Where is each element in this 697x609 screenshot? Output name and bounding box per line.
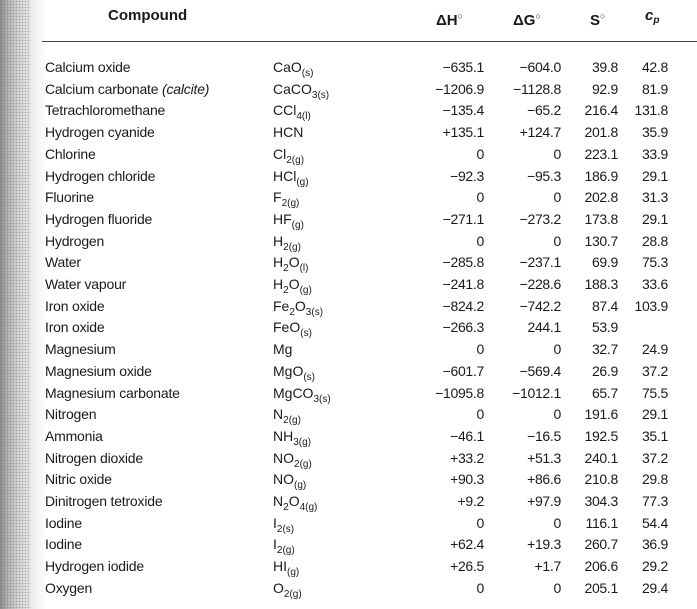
compound-name: Hydrogen fluoride xyxy=(45,210,153,227)
gibbs-value: −228.6 xyxy=(519,276,561,292)
table-row xyxy=(0,448,697,470)
table-row xyxy=(0,166,697,188)
table-row xyxy=(0,534,697,556)
gibbs-value: −1012.1 xyxy=(512,384,561,401)
table-row xyxy=(0,57,697,79)
table-row xyxy=(0,231,697,253)
compound-formula: $Fe_2O_{3(s)}$ xyxy=(273,297,324,318)
table-row xyxy=(0,79,697,101)
entropy-value: 240.1 xyxy=(584,449,618,466)
entropy-value: 32.7 xyxy=(591,341,618,358)
table-row xyxy=(0,556,697,578)
entropy-value: 87.4 xyxy=(591,297,618,314)
compound-name: Nitric oxide xyxy=(45,471,112,488)
entropy-value: 304.3 xyxy=(584,493,618,509)
compound-name: Hydrogen xyxy=(45,232,105,249)
entropy-value: 173.8 xyxy=(584,210,618,227)
table-row xyxy=(0,513,697,535)
gibbs-value: −95.3 xyxy=(527,167,561,184)
gibbs-value: +97.9 xyxy=(527,493,561,509)
gibbs-value: −16.5 xyxy=(527,427,561,444)
heat-capacity-value: 35.1 xyxy=(641,427,668,444)
entropy-value: 39.8 xyxy=(591,59,618,75)
heat-capacity-value: 35.9 xyxy=(641,124,668,141)
enthalpy-value: −46.1 xyxy=(450,427,484,444)
table-row xyxy=(0,578,697,600)
enthalpy-value: +135.1 xyxy=(442,124,484,141)
compound-name: Nitrogen dioxide xyxy=(45,449,143,466)
table-row xyxy=(0,252,697,274)
table-row xyxy=(0,187,697,209)
compound-formula: Mg xyxy=(273,341,293,358)
gibbs-value: +124.7 xyxy=(519,124,561,141)
compound-formula: HCN xyxy=(273,124,304,141)
heat-capacity-value: 81.9 xyxy=(641,80,668,97)
compound-name: Dinitrogen tetroxide xyxy=(45,493,163,509)
entropy-value: 92.9 xyxy=(591,80,618,97)
compound-name: Magnesium xyxy=(45,341,116,358)
table-row xyxy=(0,491,697,513)
table-row xyxy=(0,317,697,339)
compound-name: Oxygen xyxy=(45,579,93,596)
compound-formula: $I_{2(s)}$ xyxy=(273,514,295,535)
enthalpy-value: 0 xyxy=(476,514,484,531)
compound-name: Magnesium oxide xyxy=(45,362,152,379)
heat-capacity-value: 103.9 xyxy=(634,297,668,314)
compound-formula: $HI_{(g)}$ xyxy=(273,558,300,579)
table-row xyxy=(0,100,697,122)
compound-name: Fluorine xyxy=(45,189,94,206)
enthalpy-value: −92.3 xyxy=(450,167,484,184)
heat-capacity-value: 29.8 xyxy=(641,471,668,488)
enthalpy-value: 0 xyxy=(476,189,484,206)
entropy-value: 216.4 xyxy=(584,102,618,119)
entropy-value: 192.5 xyxy=(584,427,618,444)
entropy-value: 116.1 xyxy=(585,514,618,531)
table-row xyxy=(0,296,697,318)
enthalpy-value: −635.1 xyxy=(442,59,484,75)
enthalpy-value: −135.4 xyxy=(442,102,484,119)
gibbs-value: +51.3 xyxy=(527,449,561,466)
compound-formula: $O_{2(g)}$ xyxy=(273,579,302,600)
heat-capacity-value: 33.9 xyxy=(641,145,668,162)
table-row xyxy=(0,122,697,144)
enthalpy-value: 0 xyxy=(476,406,484,423)
entropy-value: 188.3 xyxy=(584,276,618,292)
gibbs-value: 0 xyxy=(553,145,561,162)
compound-formula: $I_{2(g)}$ xyxy=(273,536,295,557)
gibbs-value: −604.0 xyxy=(519,59,561,75)
compound-name: Tetrachloromethane xyxy=(45,102,166,119)
heat-capacity-value: 29.1 xyxy=(641,210,668,227)
compound-formula: HCl$_{(g)}$ xyxy=(273,167,309,188)
gibbs-value: −1128.8 xyxy=(513,80,561,97)
entropy-value: 65.7 xyxy=(591,384,618,401)
header-entropy: S○ xyxy=(590,11,606,29)
enthalpy-value: +9.2 xyxy=(457,493,484,509)
table-row xyxy=(0,383,697,405)
compound-name: Hydrogen chloride xyxy=(45,167,156,184)
heat-capacity-value: 29.2 xyxy=(641,558,668,575)
compound-formula: CaCO$_{3(s)}$ xyxy=(273,80,330,101)
compound-name: Water xyxy=(45,254,81,271)
table-row xyxy=(0,469,697,491)
heat-capacity-value: 75.5 xyxy=(641,384,668,401)
heat-capacity-value: 37.2 xyxy=(641,449,668,466)
compound-formula: FeO$_{(s)}$ xyxy=(273,319,312,340)
enthalpy-value: −1095.8 xyxy=(435,384,484,401)
gibbs-value: 0 xyxy=(553,341,561,358)
table-row xyxy=(0,404,697,426)
gibbs-value: 0 xyxy=(553,232,561,249)
heat-capacity-value: 75.3 xyxy=(641,254,668,271)
entropy-value: 202.8 xyxy=(584,189,618,206)
enthalpy-value: −824.2 xyxy=(442,297,484,314)
compound-name: Iodine xyxy=(45,514,82,531)
gibbs-value: 0 xyxy=(553,406,561,423)
compound-formula: $Cl_{2(g)}$ xyxy=(273,145,305,166)
entropy-value: 130.7 xyxy=(584,232,618,249)
enthalpy-value: +90.3 xyxy=(450,471,484,488)
header-enthalpy: ΔH○ xyxy=(436,11,464,29)
heat-capacity-value: 31.3 xyxy=(641,189,668,206)
enthalpy-value: −601.7 xyxy=(442,362,484,379)
entropy-value: 260.7 xyxy=(584,536,618,553)
compound-formula: $N_{2(g)}$ xyxy=(273,406,301,427)
gibbs-value: +86.6 xyxy=(527,471,561,488)
entropy-value: 205.1 xyxy=(584,579,618,596)
heat-capacity-value: 77.3 xyxy=(641,493,668,509)
gibbs-value: −569.4 xyxy=(519,362,561,379)
gibbs-value: −65.2 xyxy=(527,102,561,119)
entropy-value: 186.9 xyxy=(584,167,618,184)
gibbs-value: −273.2 xyxy=(519,210,561,227)
entropy-value: 206.6 xyxy=(584,558,618,575)
header-compound: Compound xyxy=(108,7,188,24)
header-heat-capacity: $c_p$ xyxy=(645,7,660,26)
compound-formula: $NH_{3(g)}$ xyxy=(273,427,312,448)
entropy-value: 201.8 xyxy=(584,124,618,141)
compound-name: Calcium carbonate (calcite) xyxy=(45,80,210,97)
heat-capacity-value: 33.6 xyxy=(641,276,668,292)
heat-capacity-value: 37.2 xyxy=(641,362,668,379)
enthalpy-value: 0 xyxy=(476,232,484,249)
heat-capacity-value: 131.8 xyxy=(634,102,668,119)
compound-formula: MgO$_{(s)}$ xyxy=(273,362,316,383)
compound-formula: MgCO$_{3(s)}$ xyxy=(273,384,331,405)
table-row xyxy=(0,361,697,383)
compound-note: (calcite) xyxy=(162,80,210,97)
compound-name: Water vapour xyxy=(45,276,127,292)
table-row xyxy=(0,144,697,166)
gibbs-value: +19.3 xyxy=(527,536,561,553)
gibbs-value: 0 xyxy=(553,579,561,596)
compound-name: Iron oxide xyxy=(45,319,105,336)
gibbs-value: +1.7 xyxy=(534,558,561,575)
compound-name: Iodine xyxy=(45,536,82,553)
compound-formula: $F_{2(g)}$ xyxy=(273,189,300,210)
entropy-value: 223.1 xyxy=(584,145,618,162)
compound-formula: $H_2O_{(l)}$ xyxy=(273,254,309,275)
heat-capacity-value: 29.1 xyxy=(641,406,668,423)
compound-name: Calcium oxide xyxy=(45,59,131,75)
compound-name: Chlorine xyxy=(45,145,96,162)
compound-name: Hydrogen cyanide xyxy=(45,124,155,141)
compound-name: Iron oxide xyxy=(45,297,105,314)
compound-formula: $H_2O_{(g)}$ xyxy=(273,276,312,296)
heat-capacity-value: 42.8 xyxy=(641,59,668,75)
heat-capacity-value: 29.1 xyxy=(641,167,668,184)
compound-formula: $HF_{(g)}$ xyxy=(273,210,304,231)
compound-formula: $N_2O_{4(g)}$ xyxy=(273,493,318,513)
heat-capacity-value: 24.9 xyxy=(641,341,668,358)
enthalpy-value: 0 xyxy=(476,579,484,596)
table-row xyxy=(0,339,697,361)
enthalpy-value: 0 xyxy=(476,341,484,358)
enthalpy-value: −266.3 xyxy=(442,319,484,336)
header-rule xyxy=(42,41,697,42)
gibbs-value: 0 xyxy=(553,514,561,531)
enthalpy-value: −241.8 xyxy=(442,276,484,292)
heat-capacity-value: 36.9 xyxy=(641,536,668,553)
compound-formula: $NO_{2(g)}$ xyxy=(273,449,312,470)
enthalpy-value: −1206.9 xyxy=(435,80,484,97)
heat-capacity-value: 28.8 xyxy=(641,232,668,249)
compound-formula: $NO_{(g)}$ xyxy=(273,471,307,492)
compound-name: Ammonia xyxy=(45,427,103,444)
enthalpy-value: +33.2 xyxy=(450,449,484,466)
gibbs-value: −237.1 xyxy=(519,254,561,271)
header-gibbs: ΔG○ xyxy=(513,11,541,29)
entropy-value: 69.9 xyxy=(591,254,618,271)
compound-formula: CaO$_{(s)}$ xyxy=(273,59,314,79)
heat-capacity-value: 54.4 xyxy=(641,514,668,531)
enthalpy-value: +26.5 xyxy=(450,558,484,575)
entropy-value: 191.6 xyxy=(584,406,618,423)
table-row xyxy=(0,426,697,448)
heat-capacity-value: 29.4 xyxy=(641,579,668,596)
entropy-value: 53.9 xyxy=(591,319,618,336)
compound-formula: CCl$_{4(l)}$ xyxy=(273,102,311,123)
enthalpy-value: +62.4 xyxy=(450,536,484,553)
table-row xyxy=(0,274,697,296)
enthalpy-value: −271.1 xyxy=(442,210,484,227)
table-row xyxy=(0,209,697,231)
gibbs-value: 0 xyxy=(553,189,561,206)
gibbs-value: −742.2 xyxy=(519,297,561,314)
entropy-value: 26.9 xyxy=(591,362,618,379)
gibbs-value: 244.1 xyxy=(527,319,561,336)
compound-formula: $H_{2(g)}$ xyxy=(273,232,301,253)
enthalpy-value: 0 xyxy=(476,145,484,162)
compound-name: Nitrogen xyxy=(45,406,97,423)
compound-name: Hydrogen iodide xyxy=(45,558,144,575)
compound-name: Magnesium carbonate xyxy=(45,384,180,401)
enthalpy-value: −285.8 xyxy=(442,254,484,271)
entropy-value: 210.8 xyxy=(584,471,618,488)
